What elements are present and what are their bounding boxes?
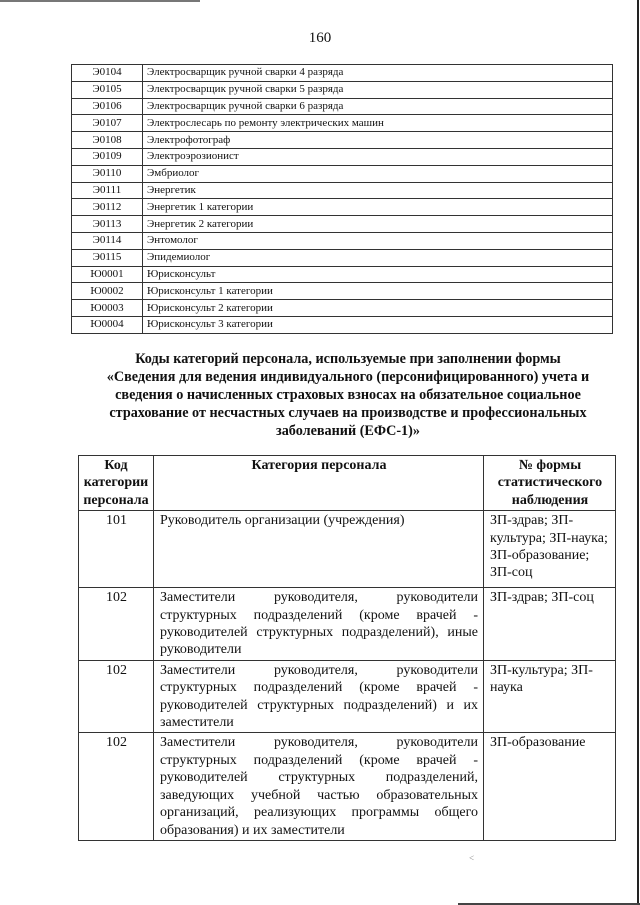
cell-occupation-name: Электросварщик ручной сварки 4 разряда bbox=[143, 65, 613, 82]
table-row bbox=[72, 266, 613, 283]
table-row bbox=[72, 316, 613, 333]
header-form: № формы статистического наблюдения bbox=[484, 456, 616, 511]
cell-form: ЗП-здрав; ЗП-соц bbox=[484, 588, 616, 661]
stray-mark: ˂ bbox=[469, 853, 475, 863]
section-title-line: сведения о начисленных страховых взносах на обязательное социальное bbox=[115, 387, 581, 403]
cell-occupation-name: Энергетик 2 категории bbox=[143, 216, 613, 233]
table-row bbox=[72, 283, 613, 300]
cell-occupation-name: Юрисконсульт 1 категории bbox=[143, 283, 613, 300]
cell-form: ЗП-образование bbox=[484, 733, 616, 840]
cell-code: Э0112 bbox=[72, 199, 143, 216]
cell-occupation-name: Эмбриолог bbox=[143, 165, 613, 182]
cell-code: 101 bbox=[79, 511, 154, 588]
table-row bbox=[72, 65, 613, 82]
cell-code: Э0114 bbox=[72, 232, 143, 249]
cell-code: Э0109 bbox=[72, 148, 143, 165]
cell-category: Заместители руководителя, руководители структурных подразделений (кроме врачей - руководителей структурных подразделений), иные руководители bbox=[154, 588, 484, 661]
cell-occupation-name: Эпидемиолог bbox=[143, 249, 613, 266]
cell-occupation-name: Энтомолог bbox=[143, 232, 613, 249]
occupation-codes-table bbox=[71, 64, 613, 334]
header-code: Код категории персонала bbox=[79, 456, 154, 511]
cell-code: Э0111 bbox=[72, 182, 143, 199]
table-row bbox=[72, 165, 613, 182]
cell-occupation-name: Электросварщик ручной сварки 5 разряда bbox=[143, 81, 613, 98]
personnel-category-table bbox=[78, 455, 616, 841]
table-row bbox=[72, 216, 613, 233]
table-row bbox=[72, 115, 613, 132]
cell-code: Э0107 bbox=[72, 115, 143, 132]
cell-code: Э0104 bbox=[72, 65, 143, 82]
table-row bbox=[79, 733, 616, 840]
cell-occupation-name: Юрисконсульт 3 категории bbox=[143, 316, 613, 333]
scan-edge-top bbox=[0, 0, 200, 2]
cell-occupation-name: Энергетик bbox=[143, 182, 613, 199]
cell-occupation-name: Электросварщик ручной сварки 6 разряда bbox=[143, 98, 613, 115]
cell-code: 102 bbox=[79, 733, 154, 840]
section-title-line: Коды категорий персонала, используемые при заполнении формы bbox=[135, 351, 561, 367]
cell-code: Э0113 bbox=[72, 216, 143, 233]
cell-code: Ю0004 bbox=[72, 316, 143, 333]
cell-category: Заместители руководителя, руководители структурных подразделений (кроме врачей - руководителей структурных подразделений, заведующих учебной частью образовательных организаций, реализующих программы общего образования) и их заместители bbox=[154, 733, 484, 840]
cell-code: Э0115 bbox=[72, 249, 143, 266]
cell-occupation-name: Юрисконсульт 2 категории bbox=[143, 300, 613, 317]
table-row bbox=[72, 182, 613, 199]
scan-edge-right bbox=[637, 0, 639, 905]
section-title-line: заболеваний (ЕФС-1)» bbox=[276, 423, 420, 439]
cell-code: Ю0003 bbox=[72, 300, 143, 317]
cell-code: Э0105 bbox=[72, 81, 143, 98]
page-number: 160 bbox=[308, 30, 332, 46]
table-row bbox=[72, 249, 613, 266]
table-row bbox=[72, 300, 613, 317]
cell-category: Заместители руководителя, руководители структурных подразделений (кроме врачей - руководителей структурных подразделений) и их заместители bbox=[154, 660, 484, 733]
table-row bbox=[72, 132, 613, 149]
cell-category: Руководитель организации (учреждения) bbox=[154, 511, 484, 588]
cell-code: Ю0001 bbox=[72, 266, 143, 283]
table-row bbox=[72, 148, 613, 165]
cell-occupation-name: Электрофотограф bbox=[143, 132, 613, 149]
table-row bbox=[72, 232, 613, 249]
cell-code: 102 bbox=[79, 660, 154, 733]
table-row bbox=[72, 199, 613, 216]
cell-occupation-name: Энергетик 1 категории bbox=[143, 199, 613, 216]
cell-code: Э0110 bbox=[72, 165, 143, 182]
cell-code: 102 bbox=[79, 588, 154, 661]
header-category: Категория персонала bbox=[154, 456, 484, 511]
cell-occupation-name: Электрослесарь по ремонту электрических машин bbox=[143, 115, 613, 132]
table-row bbox=[79, 660, 616, 733]
table-row bbox=[79, 588, 616, 661]
section-title-line: страхование от несчастных случаев на производстве и профессиональных bbox=[109, 405, 587, 421]
cell-code: Ю0002 bbox=[72, 283, 143, 300]
section-title bbox=[78, 350, 618, 440]
cell-form: ЗП-культура; ЗП-наука bbox=[484, 660, 616, 733]
table-row bbox=[79, 511, 616, 588]
cell-form: ЗП-здрав; ЗП-культура; ЗП-наука; ЗП-образование; ЗП-соц bbox=[484, 511, 616, 588]
table-row bbox=[72, 81, 613, 98]
section-title-line: «Сведения для ведения индивидуального (персонифицированного) учета и bbox=[106, 369, 590, 385]
cell-occupation-name: Юрисконсульт bbox=[143, 266, 613, 283]
table-row bbox=[72, 98, 613, 115]
cell-occupation-name: Электроэрозионист bbox=[143, 148, 613, 165]
cell-code: Э0108 bbox=[72, 132, 143, 149]
table-header-row bbox=[79, 456, 616, 511]
cell-code: Э0106 bbox=[72, 98, 143, 115]
